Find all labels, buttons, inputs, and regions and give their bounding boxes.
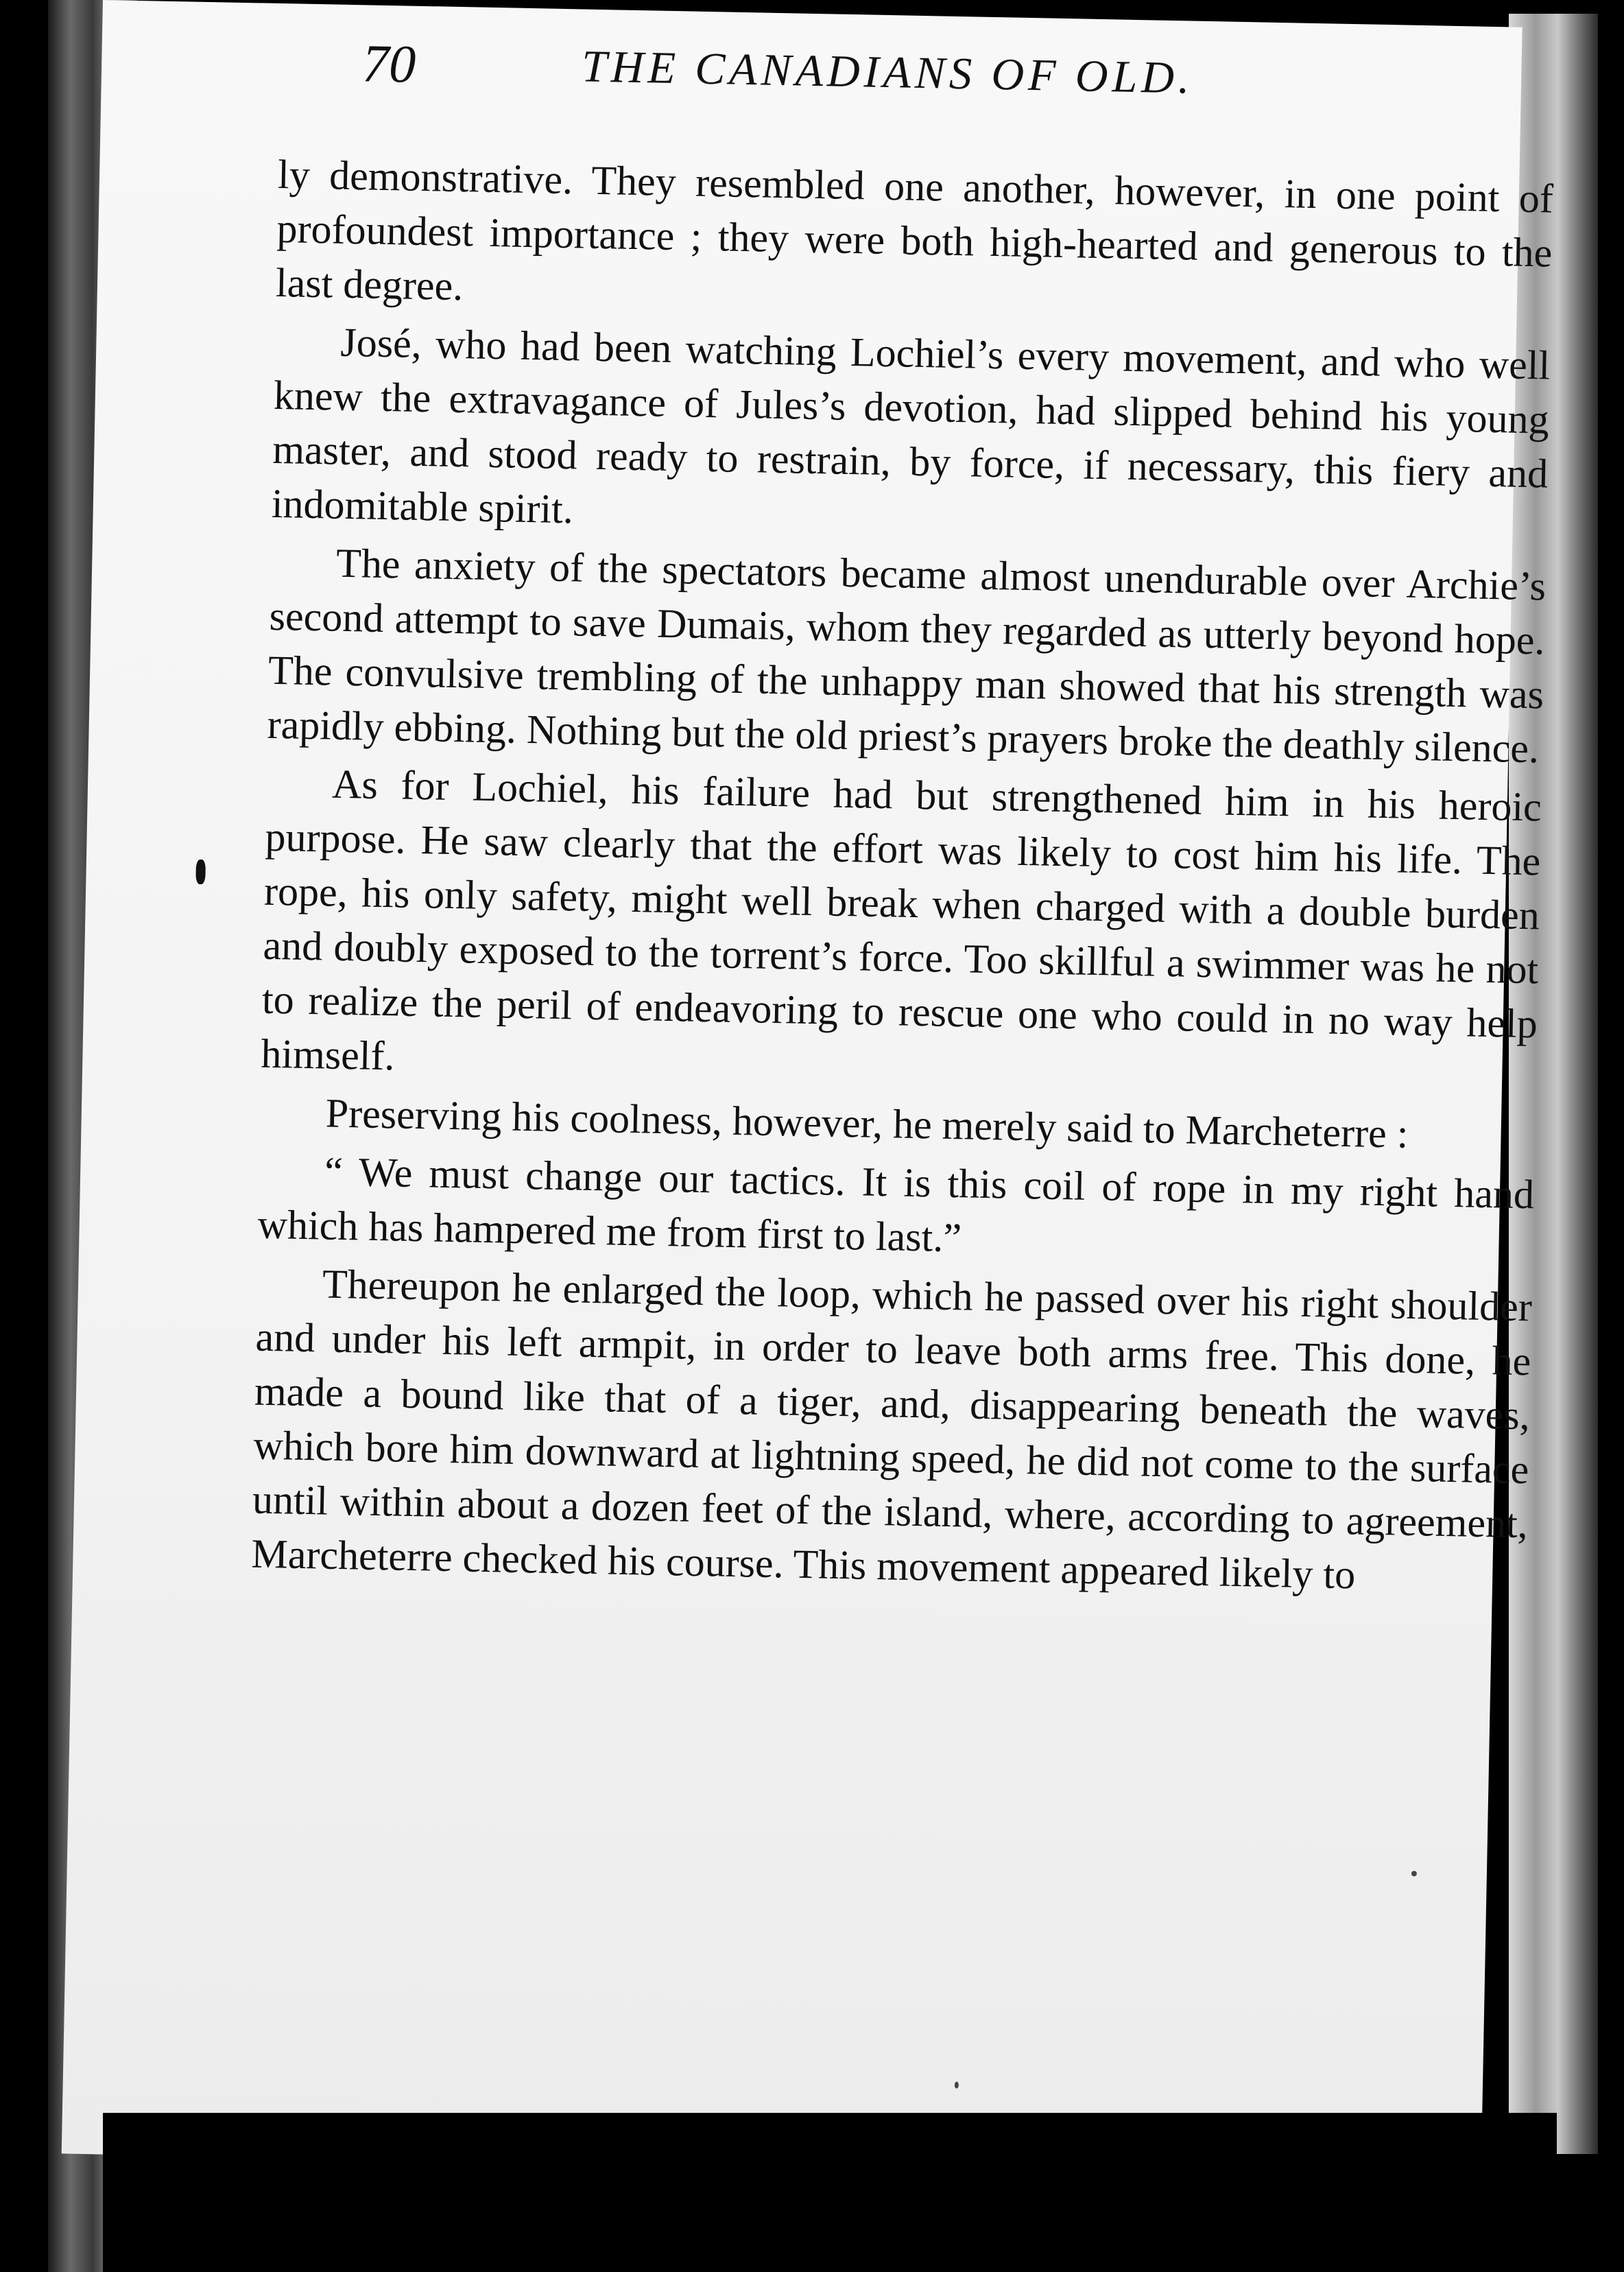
paragraph: “ We must change our tactics. It is this coil of rope in my right hand which has hampered me from first to last.” — [257, 1148, 1535, 1261]
paragraph: As for Lochiel, his failure had but strengthened him in his heroic purpose. He saw clearly that the effort was likely to cost him his life. The rope, his only safety, might well break when charged with a double burden and doubly exposed to the torrent’s force. Too skillful a swimmer was he not to realize the peril of endeavoring to rescue one who could in no way help himself. — [260, 761, 1542, 1079]
ink-speck — [1411, 1871, 1417, 1876]
ink-speck — [955, 2081, 959, 2088]
running-head: THE CANADIANS OF OLD. — [581, 41, 1195, 104]
page-number: 70 — [361, 33, 417, 94]
ink-blot-mark — [195, 860, 206, 884]
paragraph: ly demonstrative. They resembled one another, however, in one point of profoundest importance ; they were both high-hearted and generous to the last degree. — [275, 151, 1554, 309]
page-header — [361, 32, 1323, 119]
book-page — [62, 0, 1554, 2181]
body-text — [251, 147, 1554, 1609]
paragraph: José, who had been watching Lochiel’s every movement, and who well knew the extravagance of Jules’s devotion, had slipped behind his young master, and stood ready to restrain, by force, if necessary, this fiery and indomitable spirit. — [271, 319, 1551, 532]
paragraph: The anxiety of the spectators became almost unendurable over Archie’s second attempt to save Dumais, whom they regarded as utterly beyond hope. The convulsive trembling of the unhappy man showed that his strength was rapidly ebbing. Nothing but the old priest’s prayers broke the deathly silence. — [267, 540, 1547, 772]
paragraph: Thereupon he enlarged the loop, which he passed over his right shoulder and under his left armpit, in order to leave both arms free. This done, he made a bound like that of a tiger, and, disappearing beneath the waves, which bore him downward at lightning speed, he did not come to the surface until within about a dozen feet of the island, where, according to agreement, Marcheterre checked his course. This movement appeared likely to — [250, 1261, 1533, 1598]
paragraph: Preserving his coolness, however, he merely said to Marcheterre : — [325, 1090, 1409, 1157]
page-bottom-shadow — [103, 2113, 1557, 2272]
